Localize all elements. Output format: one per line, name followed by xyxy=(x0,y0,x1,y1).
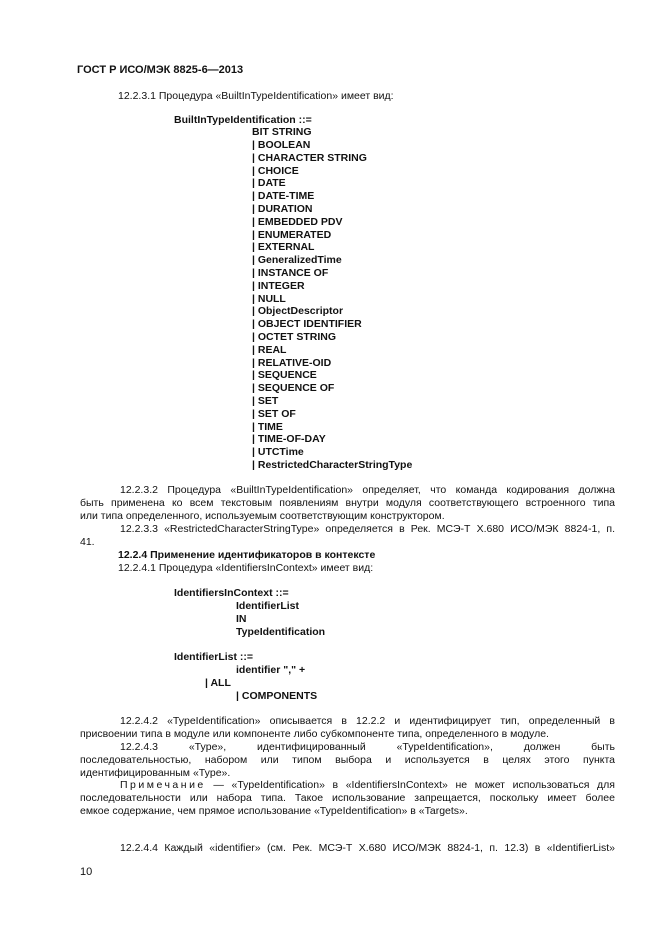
builtin-alternative: | ENUMERATED xyxy=(252,228,332,241)
builtin-alternative: | SEQUENCE xyxy=(252,369,317,382)
note-label: Примечание xyxy=(120,779,206,791)
note-text: — «TypeIdentification» в «IdentifiersInContext» не может использоваться для xyxy=(205,779,615,791)
builtin-alternative: | DATE-TIME xyxy=(252,190,315,203)
para-12-2-4-1: 12.2.4.1 Процедура «IdentifiersInContext» имеет вид: xyxy=(118,562,374,574)
builtin-definition-name: BuiltInTypeIdentification ::= xyxy=(174,114,312,126)
identifier-list-line: | COMPONENTS xyxy=(236,690,318,702)
builtin-first-alternative: BIT STRING xyxy=(252,126,312,138)
para-line: последовательностью, набором или типом выбора и используется в целях этого пункта xyxy=(80,754,615,766)
para-12-2-3-2 xyxy=(80,484,615,523)
builtin-alternative: | CHOICE xyxy=(252,164,299,177)
builtin-alternative: | SET OF xyxy=(252,407,296,420)
identifiers-in-context-line: IN xyxy=(236,613,247,625)
builtin-alternative: | UTCTime xyxy=(252,446,304,459)
section-12-2-4-title: 12.2.4 Применение идентификаторов в контексте xyxy=(118,549,376,561)
para-line: емкое содержание, чем прямое использование «TypeIdentification» в «Targets». xyxy=(80,805,468,817)
builtin-alternative: | TIME xyxy=(252,420,283,433)
builtin-alternative: | ObjectDescriptor xyxy=(252,305,344,318)
para-12-2-4-2 xyxy=(80,715,615,741)
identifiers-in-context-line: TypeIdentification xyxy=(236,626,326,638)
builtin-alternative: | SET xyxy=(252,394,279,407)
builtin-alternative: | NULL xyxy=(252,292,286,305)
builtin-alternative: | RELATIVE-OID xyxy=(252,356,332,369)
builtin-alternatives-list xyxy=(252,139,412,472)
para-line: последовательности или набора типа. Такое использование запрещается, поскольку имеет более xyxy=(80,792,615,804)
identifier-list-line: | ALL xyxy=(205,677,231,689)
para-line: идентифицированным «Type». xyxy=(80,767,231,779)
builtin-alternative: | BOOLEAN xyxy=(252,139,311,151)
builtin-alternative: | INTEGER xyxy=(252,279,305,292)
note-first-line xyxy=(80,779,615,792)
para-12-2-4-4 xyxy=(80,842,615,855)
page-header-title: ГОСТ Р ИСО/МЭК 8825-6—2013 xyxy=(77,64,244,76)
identifiers-in-context-name: IdentifiersInContext ::= xyxy=(174,587,289,599)
para-12-2-4-3 xyxy=(80,741,615,780)
builtin-alternative: | OCTET STRING xyxy=(252,330,337,343)
note-paragraph xyxy=(80,779,615,818)
builtin-alternative: | REAL xyxy=(252,343,287,356)
page-number: 10 xyxy=(80,866,93,878)
para-line: 12.2.3.2 Процедура «BuiltInTypeIdentification» определяет, что команда кодирования должна xyxy=(120,484,615,496)
builtin-alternative: | CHARACTER STRING xyxy=(252,151,367,164)
identifiers-in-context-line: IdentifierList xyxy=(236,600,300,612)
builtin-alternative: | EXTERNAL xyxy=(252,241,315,254)
para-line: 12.2.4.3 «Type», идентифицированный «TypeIdentification», должен быть xyxy=(120,741,615,753)
builtin-alternative: | SEQUENCE OF xyxy=(252,382,335,395)
para-line: 41. xyxy=(80,536,95,548)
builtin-alternative: | DURATION xyxy=(252,202,313,215)
para-line: 12.2.4.4 Каждый «identifier» (см. Рек. МСЭ-Т Х.680 ИСО/МЭК 8824-1, п. 12.3) в «IdentifierList» xyxy=(120,842,615,854)
para-line: присвоении типа в модуле или компоненте либо субкомпоненте типа, определенного в модуле. xyxy=(80,728,549,740)
builtin-alternative: | INSTANCE OF xyxy=(252,266,329,279)
para-line: или типа определенного, используемым соответствующим конструктором. xyxy=(80,510,445,522)
builtin-alternative: | RestrictedCharacterStringType xyxy=(252,458,413,471)
builtin-alternative: | EMBEDDED PDV xyxy=(252,215,343,228)
para-12-2-3-3 xyxy=(80,523,615,549)
builtin-alternative: | TIME-OF-DAY xyxy=(252,433,326,446)
identifier-list-line: identifier "," + xyxy=(236,664,306,676)
para-12-2-3-1: 12.2.3.1 Процедура «BuiltInTypeIdentification» имеет вид: xyxy=(118,90,394,102)
para-line: быть применена ко всем текстовым появлениям внутри модуля соответствующего встроенного типа xyxy=(80,497,615,509)
builtin-alternative: | OBJECT IDENTIFIER xyxy=(252,318,362,331)
builtin-alternative: | DATE xyxy=(252,177,286,190)
builtin-alternative: | GeneralizedTime xyxy=(252,254,342,267)
para-line: 12.2.4.2 «TypeIdentification» описывается в 12.2.2 и идентифицирует тип, определенный в xyxy=(120,715,615,727)
para-line: 12.2.3.3 «RestrictedCharacterStringType» определяется в Рек. МСЭ-Т Х.680 ИСО/МЭК 8824-1, п. xyxy=(120,523,615,535)
identifier-list-name: IdentifierList ::= xyxy=(174,651,254,663)
